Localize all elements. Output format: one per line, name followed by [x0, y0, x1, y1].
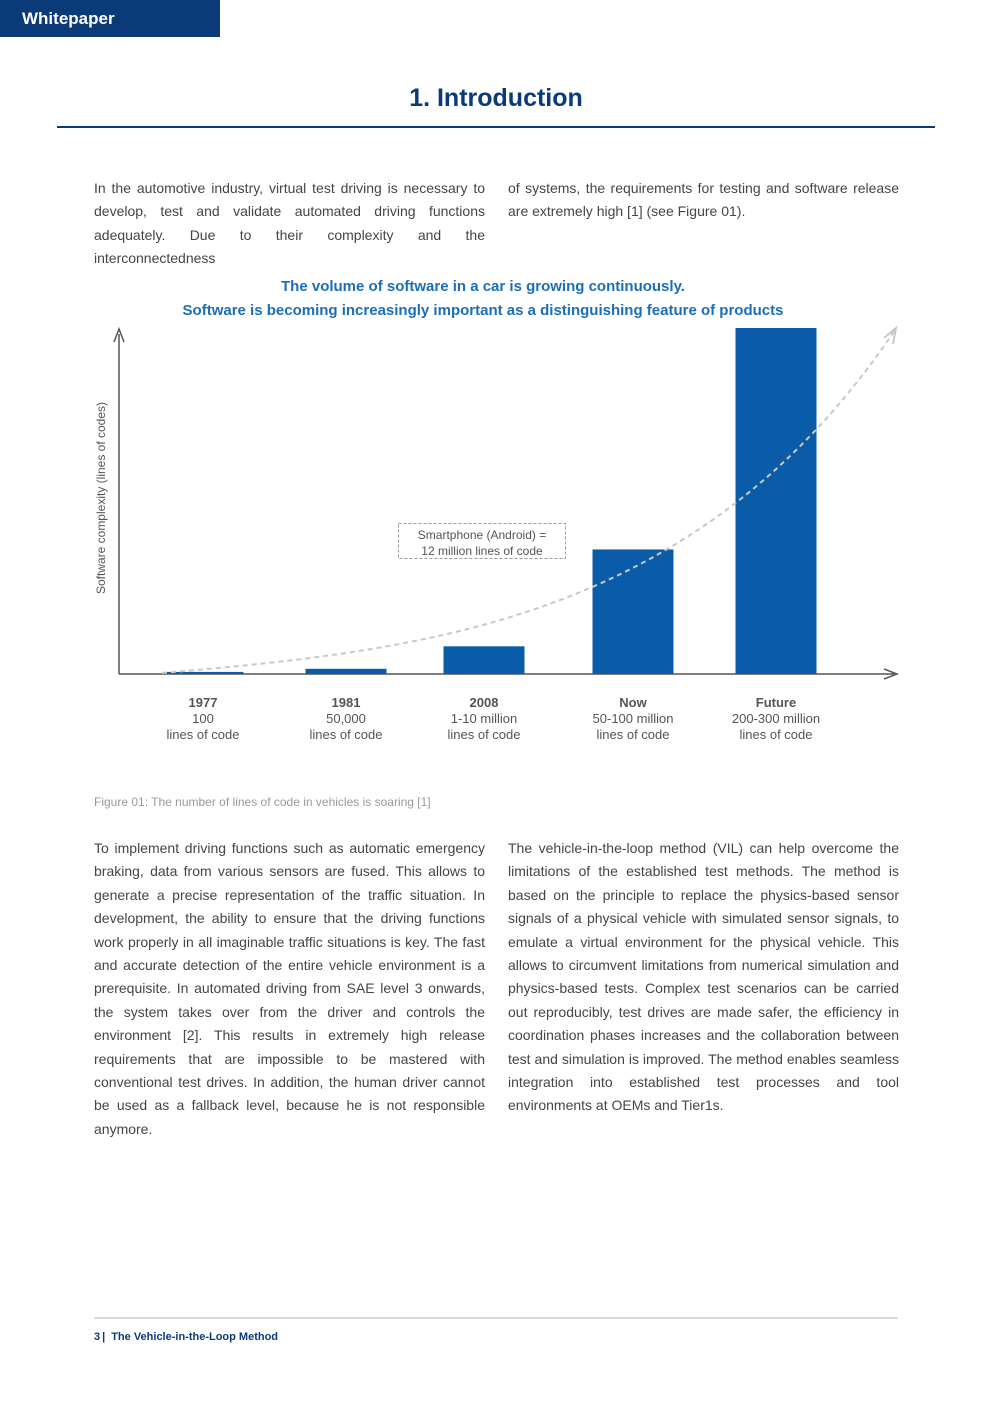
intro-paragraph-right: of systems, the requirements for testing and software release are extremely high [1] (see Figure 01).	[508, 180, 899, 220]
bar-future	[736, 328, 817, 674]
tick-note-future-1: lines of code	[739, 727, 813, 742]
tick-note-future-0: 200-300 million	[731, 711, 821, 726]
trend-arrow	[884, 328, 896, 344]
tick-label-2008: 2008	[469, 695, 499, 710]
bar-1981	[306, 669, 387, 674]
tick-note-2008-0: 1-10 million	[450, 711, 518, 726]
whitepaper-badge: Whitepaper	[0, 0, 220, 37]
tick-note-1977-0: 100	[192, 711, 214, 726]
page-footer	[94, 1331, 278, 1343]
tick-label-1977: 1977	[188, 695, 218, 710]
tick-note-1981-0: 50,000	[326, 711, 366, 726]
footer-divider	[94, 1317, 898, 1319]
android-annotation-line2: 12 million lines of code	[421, 544, 543, 558]
tick-note-1981-1: lines of code	[309, 727, 383, 742]
tick-label-1981: 1981	[331, 695, 361, 710]
footer-separator: |	[102, 1331, 106, 1343]
bar-2008	[444, 646, 525, 674]
page-title: 1. Introduction	[409, 84, 583, 112]
tick-note-1977-1: lines of code	[166, 727, 240, 742]
page-number: 3	[94, 1331, 101, 1343]
chart-title: The volume of software in a car is growing continuously.	[281, 278, 685, 295]
tick-label-now: Now	[619, 695, 647, 710]
tick-label-future: Future	[755, 695, 797, 710]
tick-note-2008-1: lines of code	[447, 727, 521, 742]
body-paragraph-left: To implement driving functions such as automatic emergency braking, data from various sensors are fused. This allows to generate a precise representation of the traffic situation. In development, the ability to ensure that the driving functions work properly in all imaginable traffic situations is key. The fast and accurate detection of the entire vehicle environment is a prerequisite. In automated driving from SAE level 3 onwards, the system takes over from the driver and controls the environment [2]. This results in extremely high release requirements that are impossible to be mastered with conventional test drives. In addition, the human driver cannot be used as a fallback level, because he is not responsible anymore.	[94, 840, 485, 1137]
android-annotation-line1: Smartphone (Android) =	[417, 528, 547, 542]
intro-paragraph-left: In the automotive industry, virtual test driving is necessary to develop, test and validate automated driving functions adequately. Due to their complexity and the interconnectedness	[94, 180, 485, 267]
figure-caption: Figure 01: The number of lines of code in vehicles is soaring [1]	[94, 795, 431, 809]
tick-note-now-1: lines of code	[596, 727, 670, 742]
tick-note-now-0: 50-100 million	[592, 711, 674, 726]
body-paragraph-right: The vehicle-in-the-loop method (VIL) can help overcome the limitations of the established test methods. The method is based on the principle to replace the physics-based sensor signals of a physical vehicle with simulated sensor signals, to emulate a virtual environment for the physical vehicle. This allows to circumvent limitations from numerical simulation and physics-based tests. Complex test scenarios can be carried out reproducibly, test drives are made safer, the efficiency in coordination phases increases and the collaboration between test and simulation is improved. The method enables seamless integration into established test processes and tool environments at OEMs and Tier1s.	[508, 840, 899, 1114]
title-divider	[57, 126, 935, 128]
footer-doc-title: The Vehicle-in-the-Loop Method	[111, 1331, 279, 1343]
y-axis-label: Software complexity (lines of codes)	[94, 401, 108, 595]
chart-subtitle: Software is becoming increasingly important as a distinguishing feature of products	[182, 302, 784, 319]
bar-now	[593, 549, 674, 674]
software-volume-chart	[0, 320, 992, 760]
